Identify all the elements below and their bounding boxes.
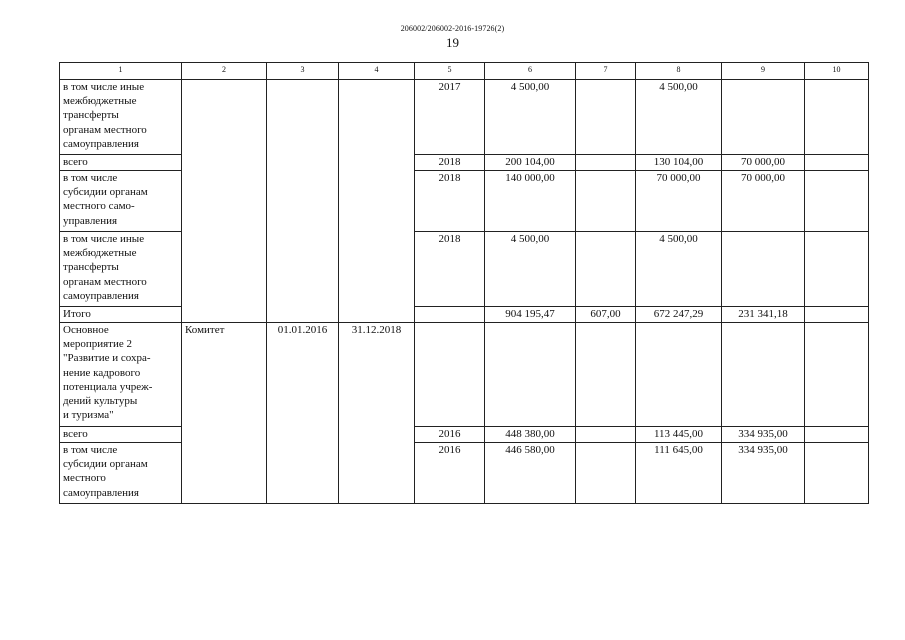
column-number-row — [60, 63, 869, 80]
column-number: 10 — [805, 63, 869, 80]
column-number: 1 — [60, 63, 182, 80]
amount-col8: 672 247,29 — [636, 307, 722, 323]
column-number: 7 — [576, 63, 636, 80]
column-number: 9 — [722, 63, 805, 80]
row-label: в том числе иные межбюджетные трансферты органам местного самоуправления — [60, 232, 182, 307]
table-row — [60, 427, 869, 443]
column-number: 6 — [485, 63, 576, 80]
amount-total: 4 500,00 — [485, 232, 576, 307]
end-date-cell: 31.12.2018 — [339, 323, 415, 504]
column-number: 3 — [267, 63, 339, 80]
row-label: в том числе субсидии органам местного самоуправления — [60, 443, 182, 504]
amount-col8: 4 500,00 — [636, 80, 722, 155]
amount-col9 — [722, 80, 805, 155]
column-number: 4 — [339, 63, 415, 80]
table-row — [60, 232, 869, 307]
amount-col9: 334 935,00 — [722, 443, 805, 504]
table-row — [60, 80, 869, 155]
amount-total: 904 195,47 — [485, 307, 576, 323]
amount-col7 — [576, 155, 636, 171]
amount-col8: 111 645,00 — [636, 443, 722, 504]
year-cell — [415, 307, 485, 323]
amount-col9: 334 935,00 — [722, 427, 805, 443]
amount-col9 — [722, 232, 805, 307]
year-cell — [415, 323, 485, 427]
amount-col8: 4 500,00 — [636, 232, 722, 307]
row-label: в том числе субсидии органам местного само- управления — [60, 171, 182, 232]
column-number: 5 — [415, 63, 485, 80]
year-cell: 2017 — [415, 80, 485, 155]
amount-total: 140 000,00 — [485, 171, 576, 232]
amount-col9 — [722, 323, 805, 427]
amount-col9: 231 341,18 — [722, 307, 805, 323]
amount-col8: 113 445,00 — [636, 427, 722, 443]
amount-col10 — [805, 232, 869, 307]
amount-col7 — [576, 232, 636, 307]
table-row — [60, 155, 869, 171]
amount-col10 — [805, 307, 869, 323]
amount-col8: 130 104,00 — [636, 155, 722, 171]
amount-col7 — [576, 171, 636, 232]
end-date-cell — [339, 80, 415, 323]
column-number: 8 — [636, 63, 722, 80]
year-cell: 2016 — [415, 427, 485, 443]
row-label: в том числе иные межбюджетные трансферты органам местного самоуправления — [60, 80, 182, 155]
amount-col8: 70 000,00 — [636, 171, 722, 232]
row-label: всего — [60, 155, 182, 171]
document-code: 206002/206002-2016-19726(2) — [400, 24, 505, 33]
amount-col10 — [805, 171, 869, 232]
table-row — [60, 171, 869, 232]
amount-col7 — [576, 443, 636, 504]
executor-cell: Комитет — [182, 323, 267, 504]
start-date-cell: 01.01.2016 — [267, 323, 339, 504]
start-date-cell — [267, 80, 339, 323]
year-cell: 2016 — [415, 443, 485, 504]
budget-table — [59, 62, 869, 504]
amount-total: 4 500,00 — [485, 80, 576, 155]
amount-col10 — [805, 155, 869, 171]
row-label: Итого — [60, 307, 182, 323]
page-number: 19 — [446, 35, 459, 50]
table-row — [60, 323, 869, 427]
amount-col10 — [805, 443, 869, 504]
amount-total: 446 580,00 — [485, 443, 576, 504]
amount-total: 200 104,00 — [485, 155, 576, 171]
column-number: 2 — [182, 63, 267, 80]
amount-col8 — [636, 323, 722, 427]
amount-total: 448 380,00 — [485, 427, 576, 443]
executor-cell — [182, 80, 267, 323]
year-cell: 2018 — [415, 171, 485, 232]
year-cell: 2018 — [415, 155, 485, 171]
year-cell: 2018 — [415, 232, 485, 307]
amount-col9: 70 000,00 — [722, 155, 805, 171]
row-label: всего — [60, 427, 182, 443]
amount-col9: 70 000,00 — [722, 171, 805, 232]
amount-col7 — [576, 427, 636, 443]
amount-col7 — [576, 323, 636, 427]
amount-total — [485, 323, 576, 427]
amount-col10 — [805, 80, 869, 155]
amount-col10 — [805, 427, 869, 443]
table-row — [60, 443, 869, 504]
amount-col10 — [805, 323, 869, 427]
amount-col7 — [576, 80, 636, 155]
amount-col7: 607,00 — [576, 307, 636, 323]
row-label: Основное мероприятие 2 "Развитие и сохра- нение кадрового потенциала учреж- дений культуры и туризма" — [60, 323, 182, 427]
table-row-total — [60, 307, 869, 323]
